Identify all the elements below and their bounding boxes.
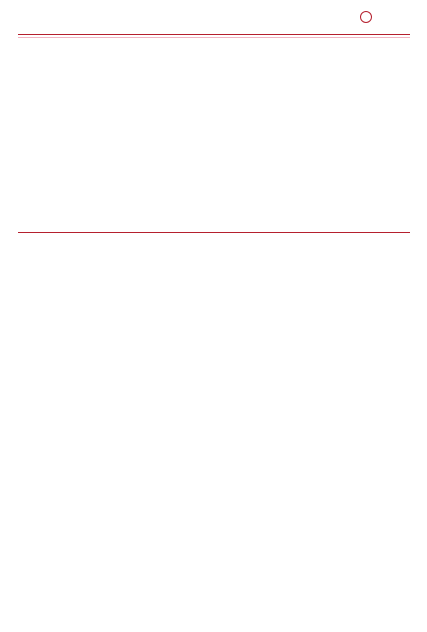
vertical-poems-section: [18, 44, 410, 230]
section-divider: [18, 232, 410, 233]
header-rule: [18, 34, 410, 35]
header-rule-secondary: [18, 37, 410, 38]
circle-icon: [360, 11, 372, 23]
page-header: [0, 0, 427, 38]
